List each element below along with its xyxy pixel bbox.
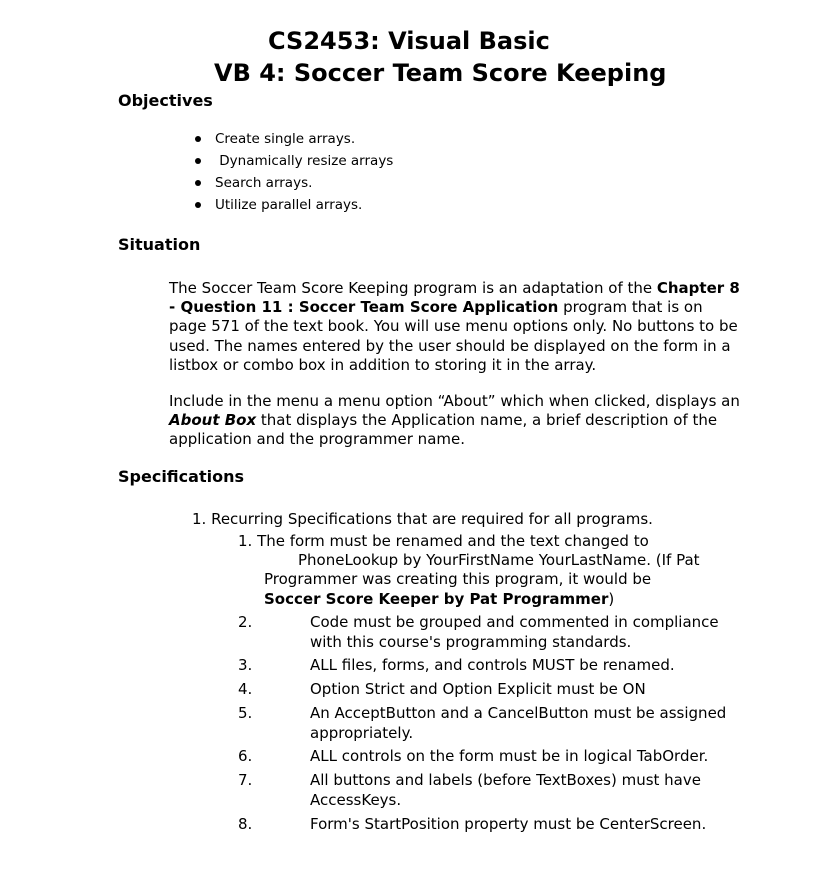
spec-sub-number: 3.: [238, 656, 253, 674]
closing-paren: ): [608, 590, 615, 608]
spec-sub-number: 4.: [238, 680, 253, 698]
objective-item: Dynamically resize arrays: [215, 150, 393, 172]
objective-item: Create single arrays.: [215, 128, 393, 150]
situation-p1-text-end: program that is on page 571 of the text book. You will use menu options only. No buttons to be used. The names entered by the user should be displayed on the form in a listbox or combo box in addition to storing it in the array.: [169, 298, 738, 374]
course-title: CS2453: Visual Basic: [268, 27, 550, 55]
spec-sub-number: 2.: [238, 613, 253, 631]
spec-sub-text: All buttons and labels (before TextBoxes) must have AccessKeys.: [310, 771, 701, 809]
situation-paragraph-2: [169, 392, 744, 450]
spec-sub-text: Code must be grouped and commented in compliance with this course's programming standards.: [310, 613, 719, 651]
spec-sub-number: 8.: [238, 815, 253, 833]
situation-heading: Situation: [118, 235, 201, 254]
spec-sub-1-line-4: [264, 590, 614, 608]
form-title-example: Soccer Score Keeper by Pat Programmer: [264, 590, 609, 608]
objectives-heading: Objectives: [118, 91, 213, 110]
specifications-heading: Specifications: [118, 467, 244, 486]
spec-sub-number: 7.: [238, 771, 253, 789]
chapter-reference: Chapter 8 - Question 11 : Soccer Team Score Application: [169, 279, 740, 317]
spec-sub-1-line-3: Programmer was creating this program, it would be: [264, 570, 652, 588]
spec-sub-text: Form's StartPosition property must be CenterScreen.: [310, 815, 707, 833]
objectives-list: [215, 128, 393, 216]
spec-sub-number: 6.: [238, 747, 253, 765]
situation-p2-text-end: that displays the Application name, a brief description of the application and the programmer name.: [169, 411, 718, 449]
situation-p2-text: Include in the menu a menu option “About” which when clicked, displays an: [169, 392, 740, 410]
assignment-title: VB 4: Soccer Team Score Keeping: [214, 59, 667, 87]
spec-sub-1-line-1: 1. The form must be renamed and the text changed to: [238, 532, 649, 550]
situation-p1-text: The Soccer Team Score Keeping program is an adaptation of the: [169, 279, 657, 297]
spec-sub-text: ALL files, forms, and controls MUST be renamed.: [310, 656, 675, 674]
objective-item: Utilize parallel arrays.: [215, 194, 393, 216]
spec-item-1: 1. Recurring Specifications that are required for all programs.: [192, 510, 653, 528]
objective-item: Search arrays.: [215, 172, 393, 194]
situation-paragraph-1: [169, 279, 744, 375]
about-box-term: About Box: [169, 411, 257, 430]
spec-sub-1-line-2: PhoneLookup by YourFirstName YourLastName. (If Pat: [298, 551, 700, 569]
spec-sub-text: An AcceptButton and a CancelButton must be assigned appropriately.: [310, 704, 727, 742]
spec-sub-number: 5.: [238, 704, 253, 722]
spec-sub-text: ALL controls on the form must be in logical TabOrder.: [310, 747, 709, 765]
spec-sub-text: Option Strict and Option Explicit must be ON: [310, 680, 646, 698]
